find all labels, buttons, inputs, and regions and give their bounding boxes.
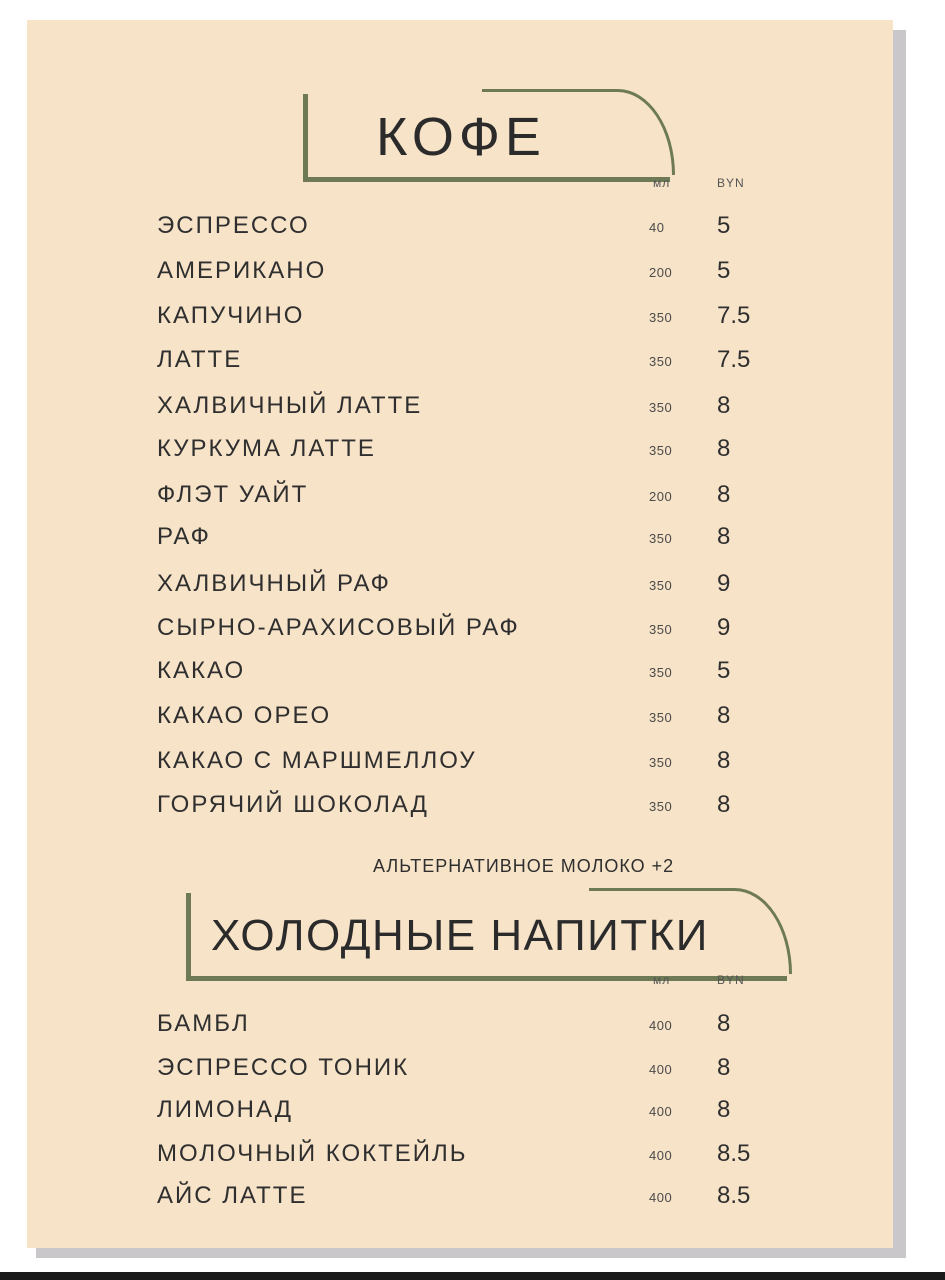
item-name: АЙС ЛАТТЕ <box>157 1182 308 1209</box>
item-name: ХАЛВИЧНЫЙ ЛАТТЕ <box>157 392 423 419</box>
menu-item <box>27 791 893 821</box>
cold-volume-column-header: мл <box>653 973 671 987</box>
item-volume: 350 <box>649 354 673 369</box>
alternative-milk-note: АЛЬТЕРНАТИВНОЕ МОЛОКО +2 <box>373 856 675 876</box>
item-price: 9 <box>717 570 731 597</box>
menu-item <box>27 302 893 332</box>
item-volume: 350 <box>649 310 673 325</box>
item-volume: 350 <box>649 799 673 814</box>
item-volume: 350 <box>649 665 673 680</box>
item-volume: 200 <box>649 265 673 280</box>
item-price: 8 <box>717 523 731 550</box>
item-volume: 350 <box>649 710 673 725</box>
item-price: 8 <box>717 1010 731 1037</box>
menu-item <box>27 1182 893 1212</box>
menu-item <box>27 747 893 777</box>
item-price: 8 <box>717 702 731 729</box>
item-volume: 400 <box>649 1190 673 1205</box>
item-volume: 40 <box>649 220 665 235</box>
item-price: 7.5 <box>717 346 751 373</box>
item-volume: 200 <box>649 489 673 504</box>
coffee-price-column-header: BYN <box>717 176 745 190</box>
item-price: 8 <box>717 435 731 462</box>
item-name: ЭСПРЕССО ТОНИК <box>157 1054 410 1081</box>
menu-item <box>27 702 893 732</box>
coffee-section-title: КОФЕ <box>376 107 546 167</box>
item-price: 8.5 <box>717 1182 751 1209</box>
item-name: КАПУЧИНО <box>157 302 305 329</box>
menu-item <box>27 212 893 242</box>
item-name: ЛАТТЕ <box>157 346 243 373</box>
menu-item <box>27 657 893 687</box>
item-name: КАКАО ОРЕО <box>157 702 332 729</box>
menu-item <box>27 392 893 422</box>
item-price: 8 <box>717 1096 731 1123</box>
menu-item <box>27 1010 893 1040</box>
item-volume: 400 <box>649 1062 673 1077</box>
menu-item <box>27 481 893 511</box>
item-volume: 350 <box>649 578 673 593</box>
cold-drinks-section-header <box>186 893 787 981</box>
window-bottom-border <box>0 1272 945 1280</box>
item-volume: 400 <box>649 1148 673 1163</box>
menu-item <box>27 346 893 376</box>
coffee-volume-column-header: мл <box>653 176 671 190</box>
item-name: ЭСПРЕССО <box>157 212 310 239</box>
item-name: МОЛОЧНЫЙ КОКТЕЙЛЬ <box>157 1140 468 1167</box>
item-price: 5 <box>717 257 731 284</box>
menu-item <box>27 523 893 553</box>
item-price: 8 <box>717 791 731 818</box>
menu-item <box>27 257 893 287</box>
item-volume: 350 <box>649 443 673 458</box>
item-price: 8 <box>717 481 731 508</box>
item-price: 8.5 <box>717 1140 751 1167</box>
item-price: 8 <box>717 392 731 419</box>
item-name: АМЕРИКАНО <box>157 257 327 284</box>
item-price: 8 <box>717 747 731 774</box>
item-name: СЫРНО-АРАХИСОВЫЙ РАФ <box>157 614 520 641</box>
item-volume: 350 <box>649 622 673 637</box>
item-volume: 350 <box>649 755 673 770</box>
cold-price-column-header: BYN <box>717 973 745 987</box>
menu-item <box>27 1096 893 1126</box>
coffee-section-header <box>303 94 670 182</box>
item-name: ХАЛВИЧНЫЙ РАФ <box>157 570 391 597</box>
menu-item <box>27 570 893 600</box>
cold-drinks-section-title: ХОЛОДНЫЕ НАПИТКИ <box>211 911 709 960</box>
item-price: 8 <box>717 1054 731 1081</box>
item-volume: 400 <box>649 1018 673 1033</box>
item-name: КАКАО <box>157 657 246 684</box>
item-volume: 350 <box>649 400 673 415</box>
menu-item <box>27 435 893 465</box>
item-price: 5 <box>717 212 731 239</box>
menu-item <box>27 1054 893 1084</box>
item-price: 9 <box>717 614 731 641</box>
item-price: 5 <box>717 657 731 684</box>
item-name: ФЛЭТ УАЙТ <box>157 481 309 508</box>
item-name: ГОРЯЧИЙ ШОКОЛАД <box>157 791 429 818</box>
item-volume: 350 <box>649 531 673 546</box>
item-volume: 400 <box>649 1104 673 1119</box>
menu-page <box>27 20 893 1248</box>
item-name: КУРКУМА ЛАТТЕ <box>157 435 376 462</box>
item-price: 7.5 <box>717 302 751 329</box>
item-name: РАФ <box>157 523 211 550</box>
menu-item <box>27 614 893 644</box>
menu-item <box>27 1140 893 1170</box>
item-name: БАМБЛ <box>157 1010 250 1037</box>
item-name: ЛИМОНАД <box>157 1096 294 1123</box>
item-name: КАКАО С МАРШМЕЛЛОУ <box>157 747 477 774</box>
